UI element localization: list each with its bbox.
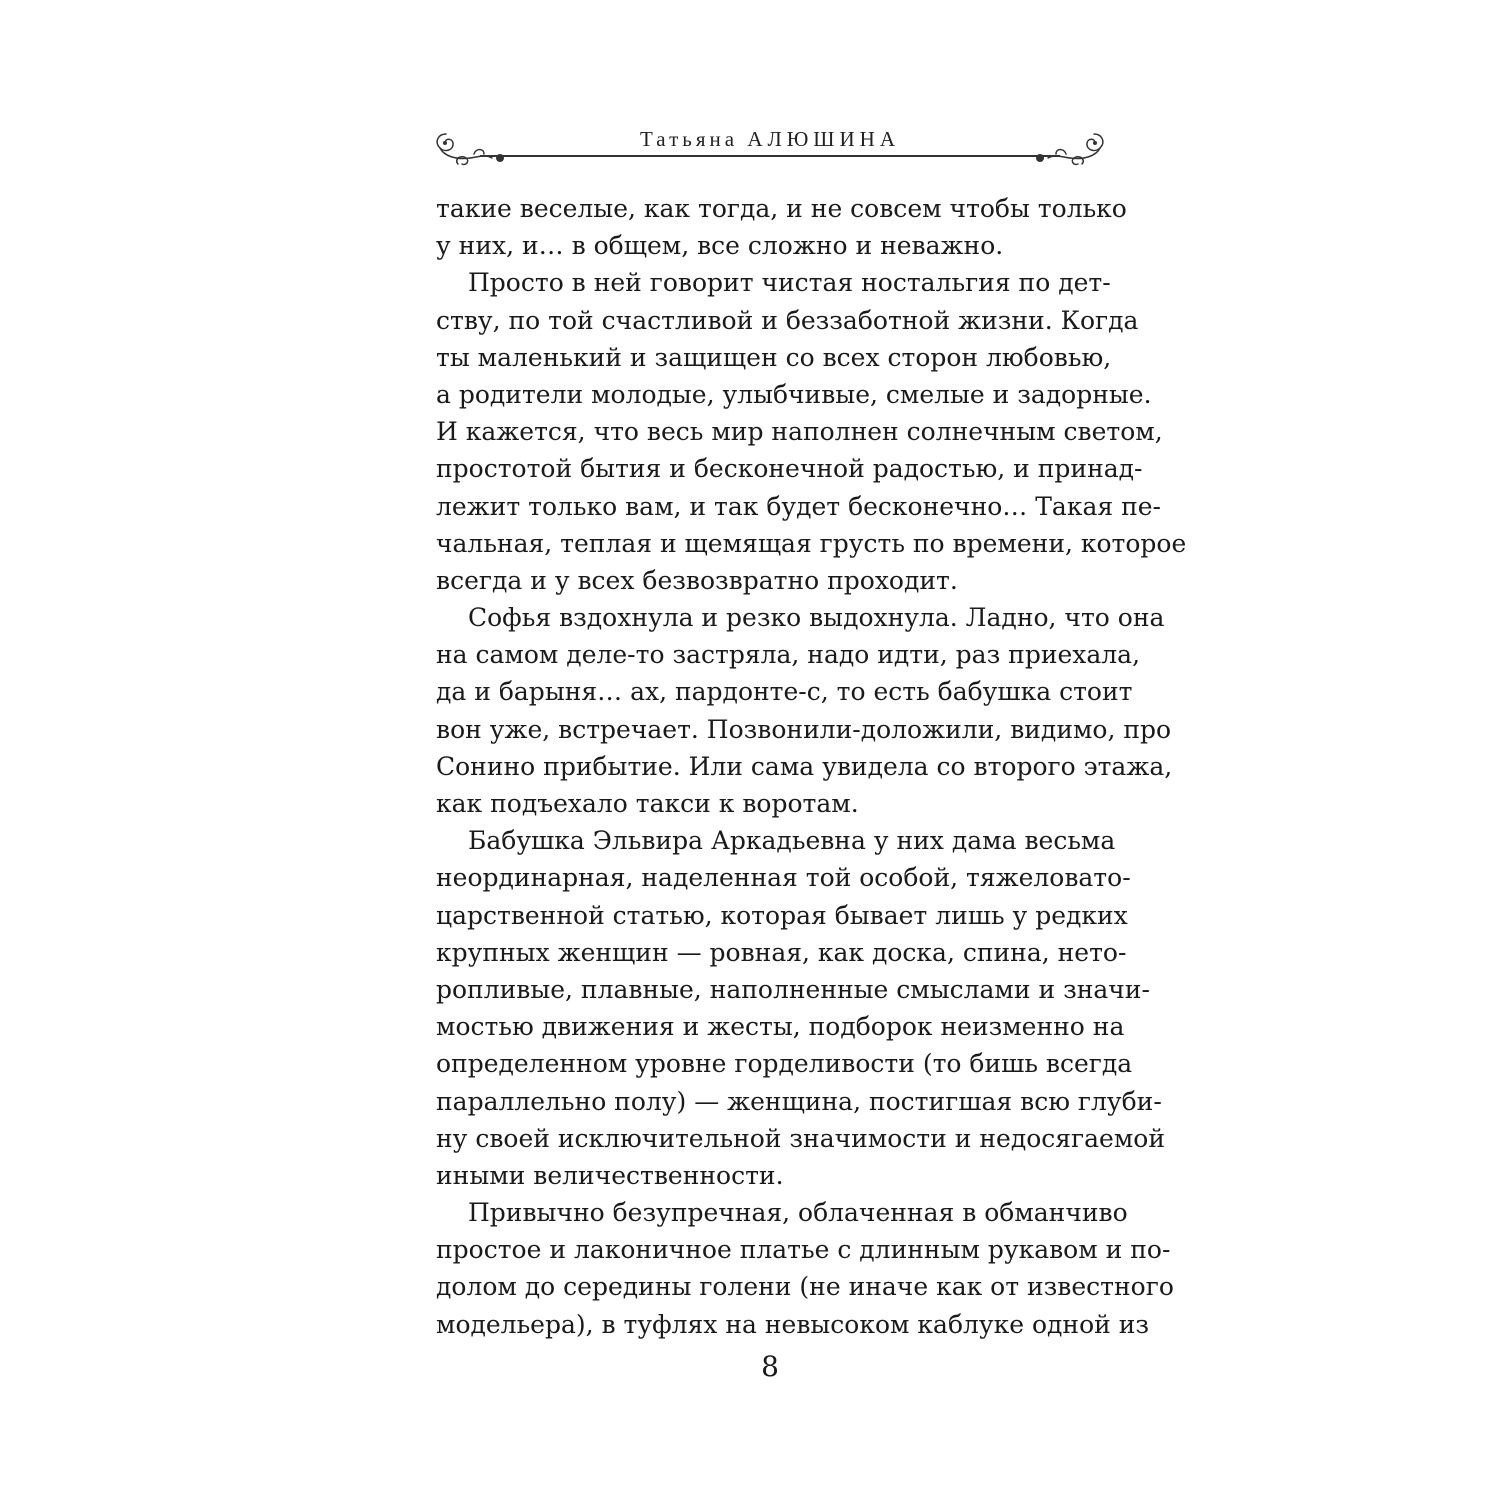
author-last-name: АЛЮШИНА [747,127,900,151]
text-line: неординарная, наделенная той особой, тяжеловато- [436,863,1131,893]
text-line: а родители молодые, улыбчивые, смелые и задорные. [436,379,1152,409]
text-line: царственной статью, которая бывает лишь у редких [436,900,1128,930]
text-line: лежит только вам, и так будет бесконечно… Такая пе- [436,491,1161,521]
text-line: ну своей исключительной значимости и недосягаемой [436,1123,1165,1153]
text-line: долом до середины голени (не иначе как от известного [436,1272,1174,1302]
text-line: иными величественности. [436,1160,784,1190]
text-line: мостью движения и жесты, подборок неизменно на [436,1012,1125,1042]
text-line: как подъехало такси к воротам. [436,789,859,818]
paragraph [436,190,1127,264]
text-line: да и барыня… ах, пардонте-с, то есть бабушка стоит [436,677,1133,707]
author-first-name: Татьяна [640,127,739,151]
text-line: вон уже, встречает. Позвонили-доложили, видимо, про [436,714,1172,744]
text-line: чальная, теплая и щемящая грусть по времени, которое [436,528,1187,558]
text-line: Привычно безупречная, облаченная в обманчиво [468,1198,1128,1228]
text-line: простое и лаконичное платье с длинным рукавом и по- [436,1235,1171,1265]
text-line: всегда и у всех безвозвратно проходит. [436,565,958,595]
text-line: И кажется, что весь мир наполнен солнечным светом, [436,417,1163,447]
paragraph [436,1194,1174,1343]
running-head [430,118,1110,174]
text-line: простотой бытия и бесконечной радостью, и принад- [436,454,1143,484]
text-line: модельера), в туфлях на невысоком каблуке одной из [436,1309,1150,1339]
running-head-title [430,127,1110,152]
flourish-ornament-icon [1026,124,1110,170]
text-line: Просто в ней говорит чистая ностальгия по дет- [468,268,1111,298]
paragraph [436,264,1187,599]
text-line: ству, по той счастливой и беззаботной жизни. Когда [436,305,1139,335]
paragraph [436,822,1165,1194]
text-line: определенном уровне горделивости (то бишь всегда [436,1049,1133,1079]
text-line: параллельно полу) — женщина, постигшая всю глуби- [436,1086,1162,1116]
text-line: Бабушка Эльвира Аркадьевна у них дама весьма [468,826,1116,856]
text-line: Сонино прибытие. Или сама увидела со второго этажа, [436,751,1173,781]
text-line: ропливые, плавные, наполненные смыслами и значи- [436,974,1150,1004]
text-line: ты маленький и защищен со всех сторон любовью, [436,342,1112,372]
text-line: такие веселые, как тогда, и не совсем чтобы только [436,194,1127,223]
text-line: крупных женщин — ровная, как доска, спина, нето- [436,937,1127,967]
paragraph [436,599,1173,822]
page-number: 8 [761,1350,779,1383]
text-line: Софья вздохнула и резко выдохнула. Ладно, что она [468,603,1165,633]
text-line: у них, и… в общем, все сложно и неважно. [436,231,1004,261]
text-line: на самом деле-то застряла, надо идти, раз приехала, [436,640,1141,670]
header-rule [480,155,1060,157]
body-text [436,190,1187,1343]
